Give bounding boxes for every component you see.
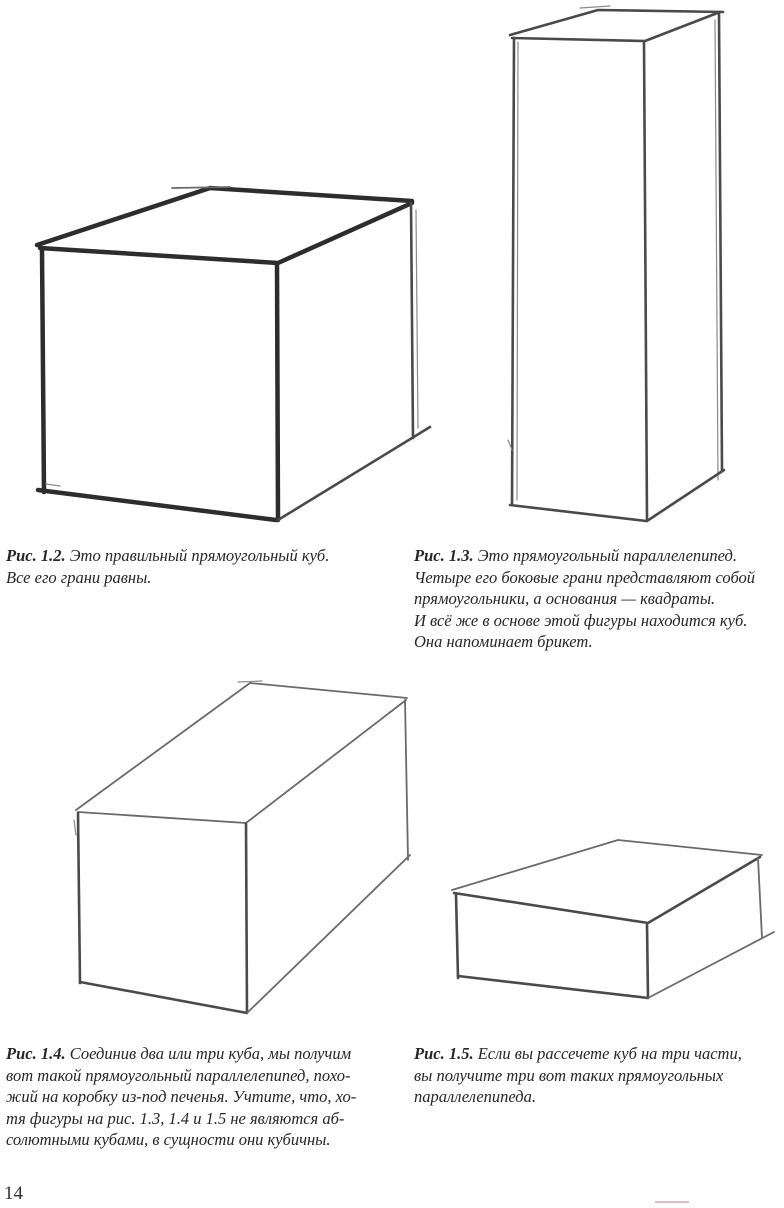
tall-prism-drawing — [490, 0, 784, 540]
caption-label: Рис. 1.4. — [6, 1044, 66, 1063]
caption-fig-1-5 — [414, 1043, 742, 1108]
caption-text: Она напоминает брикет. — [414, 632, 593, 651]
caption-text: Соединив два или три куба, мы получим — [65, 1044, 352, 1063]
caption-text: Четыре его боковые грани представляют собой — [414, 567, 756, 587]
flat-box-drawing — [440, 820, 784, 1000]
scan-mark — [655, 1201, 689, 1203]
caption-label: Рис. 1.3. — [414, 546, 474, 565]
caption-text: Все его грани равны. — [6, 567, 152, 587]
caption-fig-1-2 — [6, 545, 329, 588]
cube-drawing — [0, 0, 460, 540]
caption-text: прямоугольники, а основания — квадраты. — [414, 589, 716, 608]
caption-fig-1-4 — [6, 1043, 356, 1151]
caption-fig-1-3 — [414, 545, 755, 653]
caption-text: параллелепипеда. — [414, 1087, 537, 1106]
caption-label: Рис. 1.5. — [414, 1044, 474, 1063]
long-box-drawing — [0, 660, 440, 1040]
caption-text: Это правильный прямоугольный куб. — [65, 546, 330, 565]
caption-text: Это прямоугольный параллелепипед. — [473, 546, 738, 565]
caption-text: жий на коробку из-под печенья. Учтите, что, хо- — [6, 1087, 357, 1106]
caption-text: тя фигуры на рис. 1.3, 1.4 и 1.5 не являются аб- — [6, 1108, 345, 1128]
caption-text: вы получите три вот таких прямоугольных — [414, 1065, 724, 1085]
caption-label: Рис. 1.2. — [6, 546, 66, 565]
page-number: 14 — [4, 1183, 23, 1204]
caption-text: И всё же в основе этой фигуры находится куб. — [414, 610, 748, 630]
caption-text: солютными кубами, в сущности они кубичны. — [6, 1130, 331, 1149]
caption-text: Если вы рассечете куб на три части, — [473, 1044, 742, 1063]
caption-text: вот такой прямоугольный параллелепипед, похо- — [6, 1065, 351, 1085]
